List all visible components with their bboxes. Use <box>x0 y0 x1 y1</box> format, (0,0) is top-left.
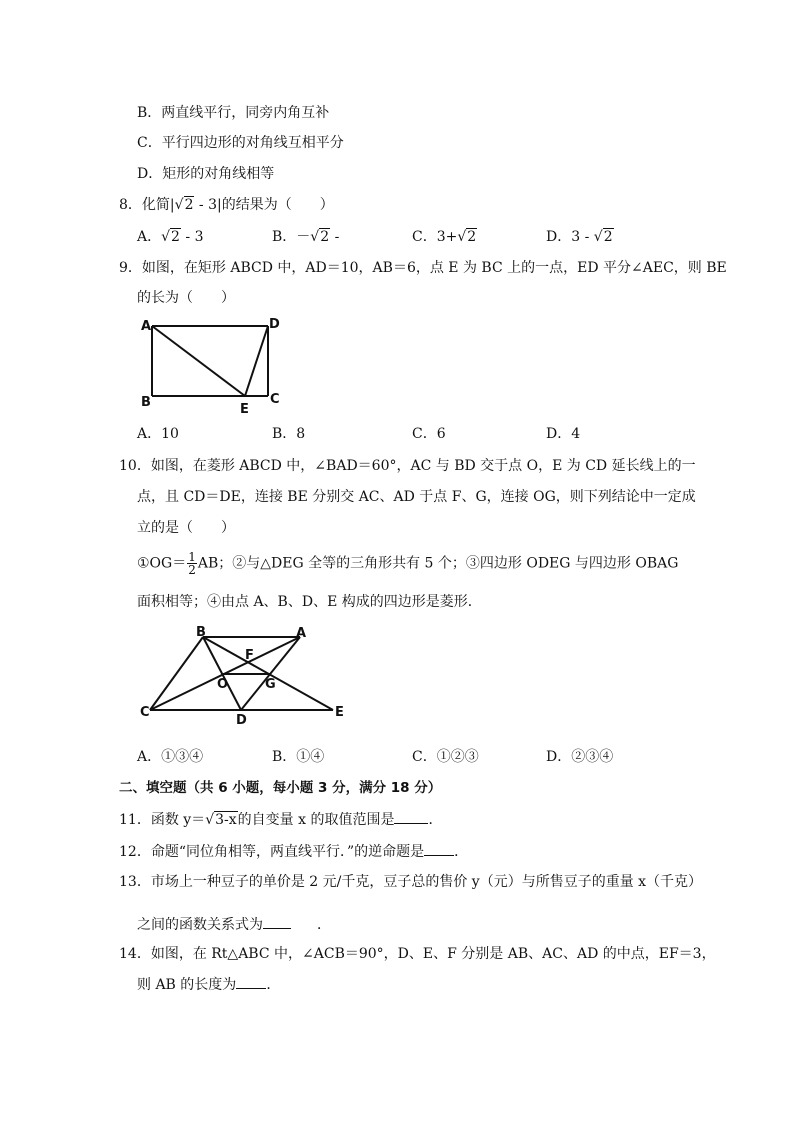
q14-line2 <box>137 974 280 995</box>
q9-label-c: C <box>270 392 280 407</box>
q8-option-b-post: - <box>330 229 340 245</box>
q10-label-o: O <box>217 677 229 692</box>
q9-segment-ae <box>152 326 245 396</box>
q9-option-b: B．8 <box>272 426 306 442</box>
q8-option-a: A．√2 - 3 <box>137 229 204 245</box>
q8-option-a-post: - 3 <box>180 229 204 245</box>
q8-stem-prefix: 化简| <box>141 197 175 213</box>
q13-line2 <box>137 914 331 935</box>
q11-pre: 11．函数 y＝ <box>119 812 206 828</box>
q9-stem-line2: 的长为（ ） <box>137 290 235 306</box>
q10-option-c: C．①②③ <box>412 749 479 765</box>
q10-label-g: G <box>265 677 276 692</box>
q8-option-d-radicand: 2 <box>603 229 613 245</box>
q10-side-bc <box>150 637 203 710</box>
q8-number: 8． <box>119 197 142 213</box>
q10-fraction <box>187 551 197 576</box>
q12-line <box>119 841 468 862</box>
section2-title: 二、填空题（共 6 小题，每小题 3 分，满分 18 分） <box>119 780 442 796</box>
q7-option-d: D．矩形的对角线相等 <box>137 166 275 182</box>
q9-option-d: D．4 <box>546 426 581 442</box>
q8-option-c: C．3+√2 <box>412 229 477 245</box>
q12-answer-blank[interactable] <box>424 841 454 856</box>
q10-option-d: D．②③④ <box>546 749 614 765</box>
q8-option-b-radicand: 2 <box>320 229 330 245</box>
q8-radicand: 2 <box>184 197 194 213</box>
q8-stem: 8．化简|√2 - 3|的结果为（ ） <box>119 197 334 213</box>
q8-option-c-radicand: 2 <box>467 229 477 245</box>
q13-end: ． <box>317 917 331 933</box>
q9-option-c: C．6 <box>412 426 446 442</box>
q9-label-b: B <box>141 395 151 410</box>
q10-label-b: B <box>196 625 206 640</box>
q10-stem-line3: 立的是（ ） <box>137 520 235 536</box>
q12-pre: 12．命题“同位角相等，两直线平行．”的逆命题是 <box>119 844 425 860</box>
q11-end: ． <box>428 812 443 828</box>
q9-label-d: D <box>269 317 280 332</box>
q8-option-a-radicand: 2 <box>171 229 180 245</box>
q9-stem-line1: 9．如图，在矩形 ABCD 中，AD＝10，AB＝6，点 E 为 BC 上的一点，ED 平分∠AEC，则 BE <box>119 260 727 276</box>
q11-radicand: 3-x <box>215 812 237 828</box>
q8-option-c-label: C． <box>412 229 437 245</box>
q10-figure <box>135 624 350 728</box>
q10-label-f: F <box>245 648 254 663</box>
q10-option-a: A．①③④ <box>137 749 204 765</box>
q7-option-c: C．平行四边形的对角线互相平分 <box>137 135 344 151</box>
q8-option-d: D．3 - √2 <box>546 229 613 245</box>
q10-label-e: E <box>335 705 344 720</box>
q10-label-a: A <box>296 626 307 641</box>
q10-label-c: C <box>140 705 150 720</box>
q13-line1: 13．市场上一种豆子的单价是 2 元/千克，豆子总的售价 y（元）与所售豆子的重量 x（千克） <box>119 874 703 890</box>
q9-option-a: A．10 <box>137 426 179 442</box>
q8-option-a-label: A． <box>137 229 162 245</box>
q8-option-d-pre: 3 - <box>571 229 594 245</box>
q13-line2-pre: 之间的函数关系式为 <box>137 917 263 933</box>
q10-label-d: D <box>236 713 247 728</box>
q10-statements-line <box>137 551 678 576</box>
q8-option-b-label: B． <box>272 229 297 245</box>
q8-option-b: B．－√2 - <box>272 229 340 245</box>
q9-label-e: E <box>240 402 249 416</box>
q10-frac-num: 1 <box>188 550 196 564</box>
q8-option-c-pre: 3+ <box>436 229 458 245</box>
q14-answer-blank[interactable] <box>236 974 266 989</box>
q9-segment-de <box>245 326 268 396</box>
q10-frac-den: 2 <box>188 563 196 577</box>
q10-stem-line2: 点，且 CD＝DE，连接 BE 分别交 AC、AD 于点 F、G，连接 OG，则下列结论中一定成 <box>137 489 696 505</box>
q10-option-b: B．①④ <box>272 749 325 765</box>
q10-stem-line5: 面积相等；④由点 A、B、D、E 构成的四边形是菱形． <box>137 594 482 610</box>
q7-option-b: B．两直线平行，同旁内角互补 <box>137 105 330 121</box>
q10-statement-pre: ①OG＝ <box>137 555 187 572</box>
q14-line2-pre: 则 AB 的长度为 <box>137 977 237 993</box>
q13-answer-blank[interactable] <box>263 914 291 929</box>
q8-stem-mid: - 3|的结果为（ ） <box>194 197 334 213</box>
q10-statement-post: AB；②与△DEG 全等的三角形共有 5 个；③四边形 ODEG 与四边形 OBAG <box>197 555 679 572</box>
q12-end: ． <box>454 844 469 860</box>
q8-option-b-pre: － <box>296 229 311 245</box>
q11-line: 11．函数 y＝√3-x的自变量 x 的取值范围是 ． <box>119 809 442 830</box>
q9-label-a: A <box>141 319 152 334</box>
q10-stem-line1: 10．如图，在菱形 ABCD 中，∠BAD＝60°，AC 与 BD 交于点 O，E 为 CD 延长线上的一 <box>119 458 696 474</box>
q11-post: 的自变量 x 的取值范围是 <box>237 812 395 828</box>
q14-line1: 14．如图，在 Rt△ABC 中，∠ACB＝90°，D、E、F 分别是 AB、AC、AD 的中点，EF＝3， <box>119 946 716 962</box>
q14-end: ． <box>266 977 281 993</box>
q8-option-d-label: D． <box>546 229 572 245</box>
q9-figure <box>135 312 290 416</box>
q11-answer-blank[interactable] <box>394 809 428 824</box>
